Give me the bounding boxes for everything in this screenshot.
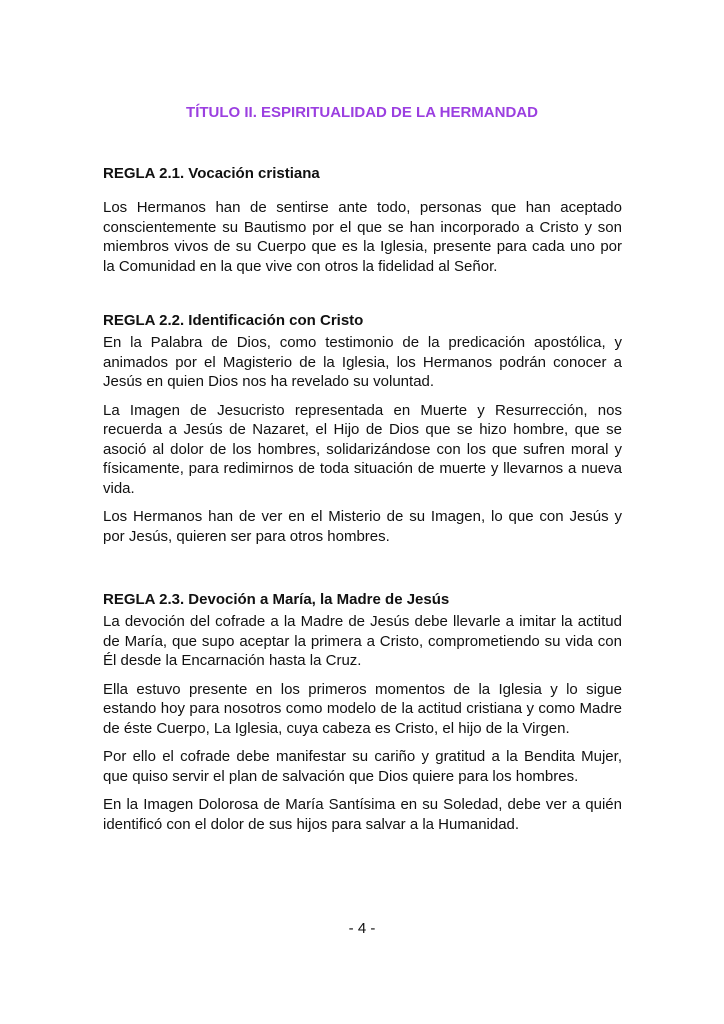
- paragraph: La devoción del cofrade a la Madre de Jesús debe llevarle a imitar la actitud de María, que supo aceptar la primera a Cristo, comprometiendo su vida con Él desde la Encarnación hasta la Cruz.: [103, 613, 622, 669]
- section-heading: REGLA 2.3. Devoción a María, la Madre de Jesús: [103, 591, 450, 608]
- paragraph: La Imagen de Jesucristo representada en Muerte y Resurrección, nos recuerda a Jesús de Nazaret, el Hijo de Dios que se hizo hombre, que se asoció al dolor de los hombres, solidarizándose con los que sufren moral y físicamente, para redimirnos de toda situación de muerte y llevarnos a nueva vida.: [103, 401, 622, 497]
- section-regla-2-1: [103, 164, 622, 276]
- paragraph: Los Hermanos han de ver en el Misterio de su Imagen, lo que con Jesús y por Jesús, quieren ser para otros hombres.: [103, 508, 622, 545]
- section-regla-2-2: [103, 311, 622, 546]
- paragraph: Los Hermanos han de sentirse ante todo, personas que han aceptado conscientemente su Bautismo por el que se han incorporado a Cristo y son miembros vivos de su Cuerpo que es la Iglesia, presente para cada uno por la Comunidad en la que vive con otros la fidelidad al Señor.: [103, 199, 622, 275]
- section-heading: REGLA 2.2. Identificación con Cristo: [103, 312, 364, 329]
- page-title: TÍTULO II. ESPIRITUALIDAD DE LA HERMANDAD: [186, 104, 538, 121]
- paragraph: Por ello el cofrade debe manifestar su cariño y gratitud a la Bendita Mujer, que quiso servir el plan de salvación que Dios quiere para los hombres.: [103, 748, 622, 785]
- paragraph: Ella estuvo presente en los primeros momentos de la Iglesia y lo sigue estando hoy para nosotros como modelo de la actitud cristiana y como Madre de éste Cuerpo, La Iglesia, cuya cabeza es Cristo, el hijo de la Virgen.: [103, 680, 622, 737]
- section-heading: REGLA 2.1. Vocación cristiana: [103, 165, 320, 182]
- section-regla-2-3: [103, 590, 622, 834]
- paragraph: En la Imagen Dolorosa de María Santísima en su Soledad, debe ver a quién identificó con el dolor de sus hijos para salvar a la Humanidad.: [103, 796, 622, 833]
- paragraph: En la Palabra de Dios, como testimonio de la predicación apostólica, y animados por el Magisterio de la Iglesia, los Hermanos podrán conocer a Jesús en quien Dios nos ha revelado su voluntad.: [103, 334, 622, 390]
- page-number: - 4 -: [348, 920, 376, 937]
